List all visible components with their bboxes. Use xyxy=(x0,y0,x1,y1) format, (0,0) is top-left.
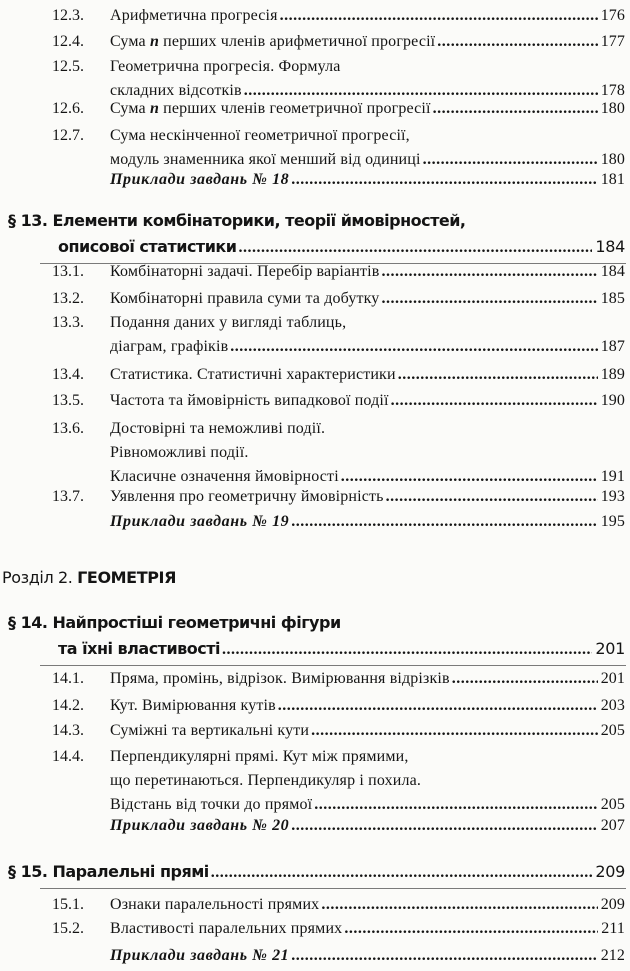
part-title: ГЕОМЕТРІЯ xyxy=(77,568,177,587)
entry-title: Сума n перших членів геометричної прогресії xyxy=(110,100,431,117)
entry-line xyxy=(58,237,625,261)
entry-line xyxy=(110,697,625,721)
entry-title: описової статистики xyxy=(58,237,237,256)
entry-line xyxy=(110,7,625,31)
entry-line xyxy=(110,100,625,124)
dot-leader xyxy=(291,171,597,189)
page-number: 209 xyxy=(595,862,625,881)
entry-line xyxy=(110,171,625,195)
dot-leader xyxy=(321,896,597,914)
entry-title: Комбінаторні задачі. Перебір варіантів xyxy=(110,263,380,280)
entry-line xyxy=(8,211,466,235)
page-number: 201 xyxy=(595,639,625,658)
entry-title: та їхні властивості xyxy=(58,639,221,658)
page-number: 180 xyxy=(600,100,625,117)
entry-number: 13.2. xyxy=(52,290,84,307)
entry-title: складних відсотків xyxy=(110,82,242,99)
dot-leader xyxy=(314,796,597,814)
dot-leader xyxy=(398,366,598,384)
entry-title: Приклади завдань № 19 xyxy=(110,513,290,530)
part-heading xyxy=(2,568,176,587)
entry-title: Сума нескінченної геометричної прогресії, xyxy=(110,127,410,144)
entry-title: Приклади завдань № 18 xyxy=(110,171,290,188)
entry-title: Кут. Вимірювання кутів xyxy=(110,697,276,714)
entry-title: Статистика. Статистичні характеристики xyxy=(110,366,396,383)
section-divider xyxy=(40,888,626,889)
page-number: 184 xyxy=(600,263,625,280)
entry-line xyxy=(110,722,625,746)
entry-number: 13.6. xyxy=(52,420,84,437)
page-number: 180 xyxy=(600,151,625,168)
dot-leader xyxy=(311,722,598,740)
entry-title: Пряма, промінь, відрізок. Вимірювання відрізків xyxy=(110,670,450,687)
page-number: 207 xyxy=(600,817,625,834)
entry-number: 14.1. xyxy=(52,670,84,687)
page-number: 185 xyxy=(600,290,625,307)
entry-number: 12.6. xyxy=(52,100,84,117)
entry-line xyxy=(110,896,625,920)
entry-title: Перпендикулярні прямі. Кут між прямими, xyxy=(110,748,409,765)
entry-line xyxy=(8,613,341,637)
entry-title: Комбінаторні правила суми та добутку xyxy=(110,290,380,307)
entry-number: 15.2. xyxy=(52,920,84,937)
entry-line xyxy=(110,947,625,971)
entry-title: Приклади завдань № 20 xyxy=(110,817,290,834)
dot-leader xyxy=(386,488,598,506)
entry-title: Суміжні та вертикальні кути xyxy=(110,722,310,739)
part-prefix: Розділ 2. xyxy=(2,568,73,587)
entry-title: Сума n перших членів арифметичної прогресії xyxy=(110,33,436,50)
page-number: 178 xyxy=(600,82,625,99)
dot-leader xyxy=(222,641,592,659)
entry-line xyxy=(110,314,346,338)
entry-title: Уявлення про геометричну ймовірність xyxy=(110,488,384,505)
entry-number: 13.7. xyxy=(52,488,84,505)
dot-leader xyxy=(381,263,597,281)
dot-leader xyxy=(433,100,598,118)
page-number: 201 xyxy=(600,670,625,687)
page-number: 176 xyxy=(600,7,625,24)
entry-number: 15.1. xyxy=(52,896,84,913)
entry-number: 14.3. xyxy=(52,722,84,739)
entry-title: що перетинаються. Перпендикуляр і похила. xyxy=(110,772,421,789)
entry-number: 12.7. xyxy=(52,127,84,144)
dot-leader xyxy=(291,513,597,531)
page-number: 209 xyxy=(600,896,625,913)
dot-leader xyxy=(437,33,597,51)
dot-leader xyxy=(244,82,598,100)
entry-line xyxy=(110,670,625,694)
dot-leader xyxy=(238,239,592,257)
entry-line xyxy=(110,33,625,57)
entry-title: § 15. Паралельні прямі xyxy=(8,862,209,881)
dot-leader xyxy=(291,817,597,835)
entry-title: Класичне означення ймовірності xyxy=(110,468,339,485)
entry-number: 14.4. xyxy=(52,748,84,765)
dot-leader xyxy=(280,7,598,25)
entry-number: 14.2. xyxy=(52,697,84,714)
entry-title: Частота та ймовірність випадкової події xyxy=(110,392,389,409)
entry-line xyxy=(110,127,410,151)
page-number: 184 xyxy=(595,237,625,256)
entry-line xyxy=(110,817,625,841)
entry-title: § 13. Елементи комбінаторики, теорії ймовірностей, xyxy=(8,211,466,230)
entry-title: Ознаки паралельності прямих xyxy=(110,896,320,913)
entry-line xyxy=(110,392,625,416)
page-number: 205 xyxy=(600,722,625,739)
entry-title: § 14. Найпростіші геометричні фігури xyxy=(8,613,341,632)
entry-line xyxy=(110,772,421,796)
entry-line xyxy=(110,290,625,314)
entry-number: 13.4. xyxy=(52,366,84,383)
page-number: 212 xyxy=(600,947,625,964)
entry-line xyxy=(110,420,325,444)
entry-title: Відстань від точки до прямої xyxy=(110,796,313,813)
page-number: 211 xyxy=(601,920,625,937)
entry-line xyxy=(110,444,248,468)
page-number: 203 xyxy=(600,697,625,714)
page-number: 177 xyxy=(600,33,625,50)
dot-leader xyxy=(391,392,598,410)
entry-number: 13.1. xyxy=(52,263,84,280)
entry-title: Арифметична прогресія xyxy=(110,7,278,24)
entry-number: 13.5. xyxy=(52,392,84,409)
entry-line xyxy=(110,366,625,390)
dot-leader xyxy=(344,920,598,938)
entry-title: Геометрична прогресія. Формула xyxy=(110,58,341,75)
dot-leader xyxy=(423,151,598,169)
entry-number: 13.3. xyxy=(52,314,84,331)
dot-leader xyxy=(291,947,597,965)
page-number: 181 xyxy=(600,171,625,188)
entry-title: модуль знаменника якої менший від одиниці xyxy=(110,151,421,168)
entry-title: діаграм, графіків xyxy=(110,338,229,355)
dot-leader xyxy=(452,670,598,688)
entry-title: Подання даних у вигляді таблиць, xyxy=(110,314,347,331)
page-number: 189 xyxy=(600,366,625,383)
entry-line xyxy=(8,862,625,886)
dot-leader xyxy=(341,468,598,486)
section-divider xyxy=(40,665,626,666)
dot-leader xyxy=(230,338,597,356)
entry-line xyxy=(58,639,625,663)
dot-leader xyxy=(211,864,593,882)
page-number: 205 xyxy=(600,796,625,813)
entry-title: Властивості паралельних прямих xyxy=(110,920,343,937)
entry-line xyxy=(110,263,625,287)
entry-number: 12.4. xyxy=(52,33,84,50)
entry-title: Приклади завдань № 21 xyxy=(110,947,290,964)
entry-number: 12.3. xyxy=(52,7,84,24)
entry-number: 12.5. xyxy=(52,58,84,75)
entry-line xyxy=(110,748,409,772)
entry-line xyxy=(110,338,625,362)
page-number: 190 xyxy=(600,392,625,409)
entry-line xyxy=(110,488,625,512)
entry-line xyxy=(110,58,340,82)
page-number: 195 xyxy=(600,513,625,530)
page-number: 193 xyxy=(600,488,625,505)
dot-leader xyxy=(381,290,597,308)
dot-leader xyxy=(278,697,598,715)
page-number: 187 xyxy=(600,338,625,355)
entry-line xyxy=(110,920,625,944)
entry-title: Достовірні та неможливі події. xyxy=(110,420,326,437)
entry-line xyxy=(110,513,625,537)
page-number: 191 xyxy=(600,468,625,485)
entry-title: Рівноможливі події. xyxy=(110,444,249,461)
